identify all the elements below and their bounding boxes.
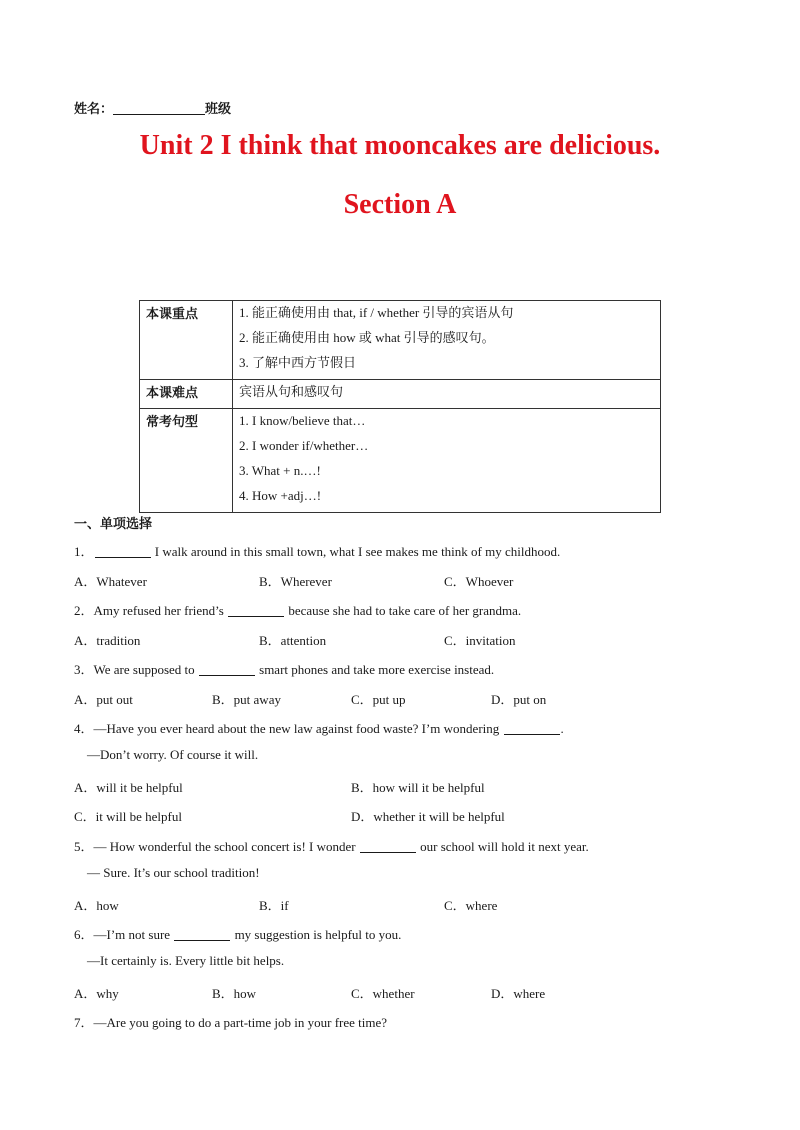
content-line: 1. I know/believe that… [239,413,366,428]
option-d[interactable]: D．whether it will be helpful [351,809,505,824]
option-c[interactable]: C．put up [351,692,406,707]
name-label: 姓名： [74,101,114,116]
question-text: — How wonderful the school concert is! I wonder [93,839,359,854]
question-text: our school will hold it next year. [416,839,589,854]
answer-blank[interactable] [199,663,255,676]
option-c[interactable]: C．it will be helpful [74,809,182,824]
question-text: I walk around in this small town, what I see makes me think of my childhood. [151,544,561,559]
option-c[interactable]: C．Whoever [444,574,514,589]
question-number: 5． [74,839,94,854]
content-line: 3. 了解中西方节假日 [239,355,357,370]
section-heading: 一、单项选择 [74,516,153,531]
dialogue-reply: —It certainly is. Every little bit helps. [87,953,285,968]
question-number: 3． [74,662,94,677]
content-line: 2. 能正确使用由 how 或 what 引导的感叹句。 [239,330,495,345]
answer-blank[interactable] [360,840,416,853]
table-row [140,409,661,513]
answer-blank[interactable] [95,545,151,558]
student-info-line [74,98,231,117]
option-a[interactable]: A．will it be helpful [74,780,183,795]
option-a[interactable]: A．tradition [74,633,141,648]
option-b[interactable]: B．how [212,986,257,1001]
question-3 [74,659,494,678]
option-a[interactable]: A．put out [74,692,133,707]
option-d[interactable]: D．where [491,986,546,1001]
option-b[interactable]: B．Wherever [259,574,332,589]
row-header: 本课重点 [140,301,233,380]
content-line: 宾语从句和感叹句 [239,384,344,399]
question-5 [74,836,589,855]
question-number: 4． [74,721,94,736]
question-text: We are supposed to [93,662,198,677]
question-2 [74,600,521,619]
option-b[interactable]: B．how will it be helpful [351,780,485,795]
content-line: 3. What + n.…! [239,463,321,478]
question-number: 1． [74,544,94,559]
table-row [140,380,661,409]
question-text: smart phones and take more exercise instead. [255,662,495,677]
row-content [233,380,661,409]
table-row [140,301,661,380]
option-a[interactable]: A．why [74,986,119,1001]
row-header: 本课难点 [140,380,233,409]
option-a[interactable]: A．how [74,898,119,913]
question-text: —Are you going to do a part-time job in your free time? [93,1015,388,1030]
page-title: Unit 2 I think that mooncakes are delicious. [139,130,661,161]
content-line: 1. 能正确使用由 that, if / whether 引导的宾语从句 [239,305,514,320]
question-text: my suggestion is helpful to you. [231,927,402,942]
answer-blank[interactable] [174,928,230,941]
option-b[interactable]: B．put away [212,692,281,707]
row-header: 常考句型 [140,409,233,513]
option-d[interactable]: D．put on [491,692,547,707]
dialogue-reply: —Don’t worry. Of course it will. [87,747,259,762]
option-c[interactable]: C．whether [351,986,415,1001]
question-text: . [560,721,564,736]
question-text: because she had to take care of her grandma. [285,603,522,618]
option-a[interactable]: A．Whatever [74,574,147,589]
option-b[interactable]: B．attention [259,633,327,648]
question-text: Amy refused her friend’s [93,603,228,618]
question-number: 2． [74,603,94,618]
page-subtitle: Section A [343,189,457,220]
option-b[interactable]: B．if [259,898,289,913]
question-1 [74,541,560,560]
option-c[interactable]: C．invitation [444,633,516,648]
answer-blank[interactable] [228,604,284,617]
answer-blank[interactable] [504,722,560,735]
question-text: —I’m not sure [93,927,174,942]
row-content [233,301,661,380]
question-6 [74,924,401,943]
question-number: 6． [74,927,94,942]
question-number: 7． [74,1015,94,1030]
question-text: —Have you ever heard about the new law against food waste? I’m wondering [93,721,503,736]
dialogue-reply: — Sure. It’s our school tradition! [87,865,260,880]
key-points-table [139,300,661,513]
question-4 [74,718,564,737]
content-line: 2. I wonder if/whether… [239,438,369,453]
class-label: 班级 [205,101,232,116]
option-c[interactable]: C．where [444,898,498,913]
row-content [233,409,661,513]
question-7 [74,1012,387,1031]
content-line: 4. How +adj…! [239,488,322,503]
name-blank[interactable] [113,102,205,115]
